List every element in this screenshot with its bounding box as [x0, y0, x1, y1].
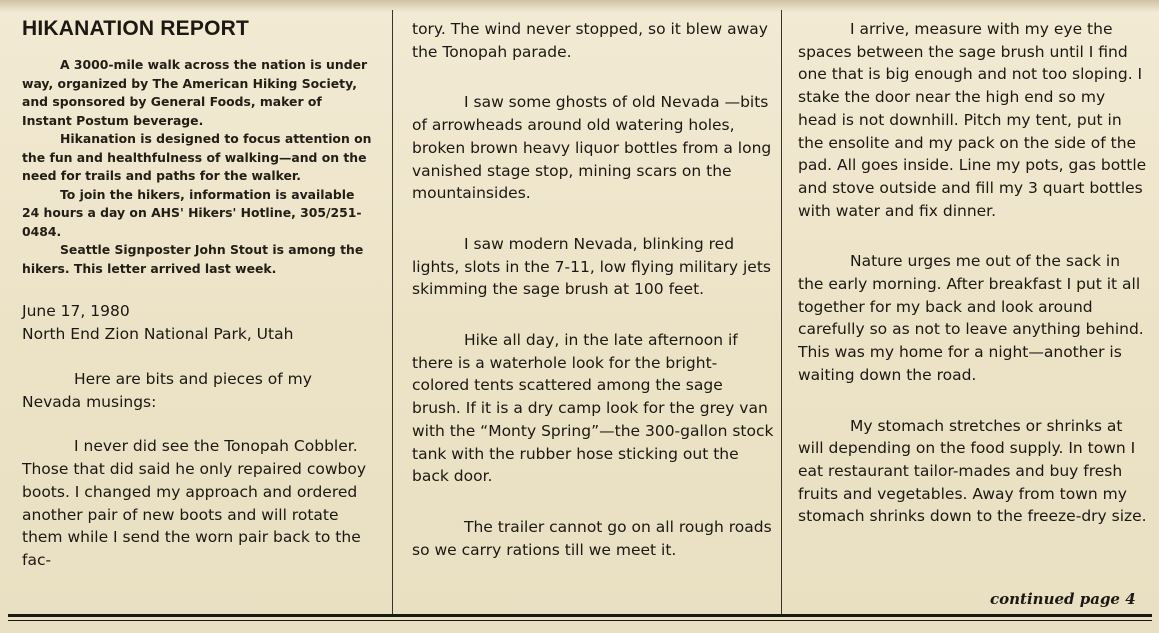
letter-paragraph: Nature urges me out of the sack in the early morning. After breakfast I put it all together for my back and look around carefully so as not to leave anything behind. This was my home for a night—another is waiting down the road.: [798, 252, 1144, 384]
letter-paragraph: I never did see the Tonopah Cobbler. Those that did said he only repaired cowboy boots. I changed my approach and ordered another pair of new boots and will rotate them while I send the worn pair back to the fac-: [22, 437, 366, 569]
letter-date: June 17, 1980: [22, 302, 130, 320]
letter-paragraph: I saw some ghosts of old Nevada —bits of arrowheads around old watering holes, broken brown heavy liquor bottles from a long vanished stage stop, mining scars on the mountainsides.: [412, 93, 772, 203]
letter-paragraph: I arrive, measure with my eye the spaces between the sage brush until I find one that is big enough and not too sloping. I stake the door near the high end so my head is not downhill. Pitch my tent, put in the ensolite and my pack on the side of the pad. All goes inside. Line my pots, gas bottle and stove outside and fill my 3 quart bottles with water and fix dinner.: [798, 20, 1147, 220]
letter-paragraph: My stomach stretches or shrinks at will depending on the food supply. In town I eat restaurant tailor-mades and buy fresh fruits and vegetables. Away from town my stomach shrinks down to the freeze-dry size.: [798, 416, 1147, 526]
column-rule-2: [781, 10, 782, 614]
column-1: [22, 16, 372, 572]
bottom-rule-thin: [8, 620, 1152, 621]
dateline: [22, 300, 372, 346]
letter-place: North End Zion National Park, Utah: [22, 325, 294, 343]
letter-paragraph: I saw modern Nevada, blinking red lights, slots in the 7-11, low flying military jets skimming the sage brush at 100 feet.: [412, 234, 771, 299]
intro-paragraph: Seattle Signposter John Stout is among the hikers. This letter arrived last week.: [22, 242, 364, 276]
column-rule-1: [392, 10, 393, 614]
paper-edge-shadow: [0, 0, 1159, 12]
letter-paragraph: tory. The wind never stopped, so it blew away the Tonopah parade.: [412, 20, 768, 61]
letter-paragraph: The trailer cannot go on all rough roads so we carry rations till we meet it.: [412, 517, 772, 559]
bottom-rule: [8, 614, 1152, 617]
letter-paragraph: Here are bits and pieces of my Nevada musings:: [22, 370, 312, 411]
column-2: [412, 18, 774, 561]
intro-paragraph: To join the hikers, information is available 24 hours a day on AHS' Hikers' Hotline, 305/251-0484.: [22, 186, 362, 239]
column-3: [798, 18, 1148, 528]
headline: HIKANATION REPORT: [22, 17, 250, 40]
letter-start: [22, 300, 372, 572]
intro-paragraph: A 3000-mile walk across the nation is under way, organized by The American Hiking Society, and sponsored by General Foods, maker of Instant Postum beverage.: [22, 57, 368, 128]
letter-paragraph: Hike all day, in the late afternoon if there is a waterhole look for the bright-colored tents scattered among the sage brush. If it is a dry camp look for the grey van with the “Monty Spring”—the 300-gallon stock tank with the rubber hose sticking out the back door.: [412, 331, 774, 486]
continued-note: continued page 4: [990, 590, 1136, 608]
intro-box: [22, 56, 372, 278]
intro-paragraph: Hikanation is designed to focus attention on the fun and healthfulness of walking—and on the need for trails and paths for the walker.: [22, 131, 372, 183]
